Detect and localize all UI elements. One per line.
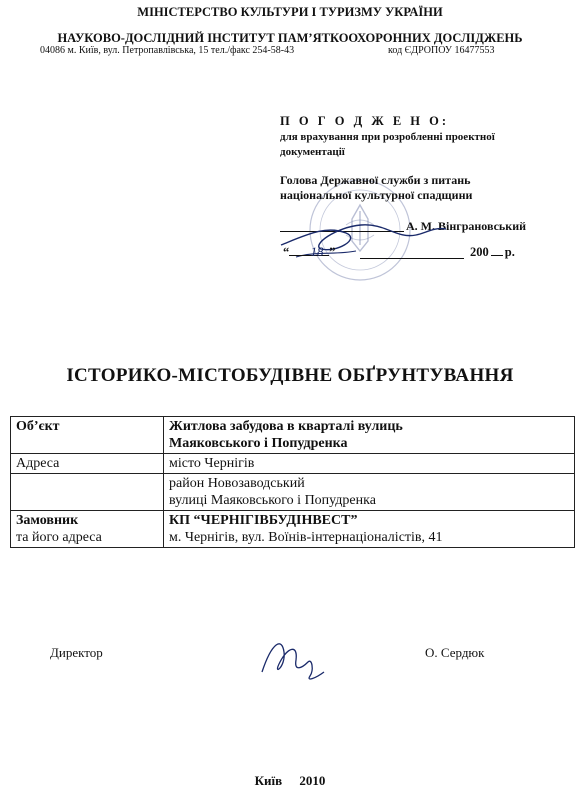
approver-signature bbox=[276, 205, 456, 275]
director-label: Директор bbox=[50, 645, 103, 660]
institute-code: код ЄДРОПОУ 16477553 bbox=[388, 45, 495, 56]
ministry-name: МІНІСТЕРСТВО КУЛЬТУРИ І ТУРИЗМУ УКРАЇНИ bbox=[137, 5, 443, 19]
customer-name: КП “ЧЕРНІГІВБУДІНВЕСТ” bbox=[169, 513, 358, 528]
table-row bbox=[11, 511, 575, 548]
footer-city: Київ bbox=[254, 773, 283, 788]
address-label: Адреса bbox=[11, 454, 164, 474]
empty-cell bbox=[11, 474, 164, 511]
director-name: О. Сердюк bbox=[425, 645, 485, 660]
object-info-table bbox=[10, 416, 575, 548]
approval-heading: П О Г О Д Ж Е Н О: bbox=[280, 114, 450, 128]
object-value bbox=[164, 417, 575, 454]
customer-value bbox=[164, 511, 575, 548]
director-signature bbox=[252, 632, 332, 687]
object-value-line2: Маяковського і Попудренка bbox=[169, 436, 348, 451]
object-value-line1: Житлова забудова в кварталі вулиць bbox=[169, 419, 403, 434]
institute-name: НАУКОВО-ДОСЛІДНИЙ ІНСТИТУТ ПАМ’ЯТКООХОРОННИХ ДОСЛІДЖЕНЬ bbox=[57, 31, 523, 45]
approval-day: 18 bbox=[310, 244, 324, 259]
address-line3: вулиці Маяковського і Попудренка bbox=[169, 493, 376, 508]
quote-open: “ bbox=[283, 245, 290, 259]
customer-label-line2: та його адреса bbox=[16, 530, 102, 545]
approval-note-line2: документації bbox=[280, 146, 345, 158]
city-year bbox=[0, 773, 580, 789]
table-row bbox=[11, 474, 575, 511]
address-line1: місто Чернігів bbox=[164, 454, 575, 474]
approval-block bbox=[280, 114, 580, 203]
institute-address: 04086 м. Київ, вул. Петропавлівська, 15 тел./факс 254-58-43 bbox=[40, 45, 295, 56]
approver-title-line1: Голова Державної служби з питань bbox=[280, 173, 471, 187]
object-label: Об’єкт bbox=[11, 417, 164, 454]
footer-year: 2010 bbox=[299, 773, 326, 788]
table-row bbox=[11, 417, 575, 454]
document-title: ІСТОРИКО-МІСТОБУДІВНЕ ОБҐРУНТУВАННЯ bbox=[66, 365, 514, 386]
customer-label-line1: Замовник bbox=[16, 513, 79, 528]
approval-note-line1: для врахування при розробленні проектної bbox=[280, 131, 495, 143]
approver-name: А. М. Вінграновський bbox=[406, 219, 527, 233]
address-details bbox=[164, 474, 575, 511]
approval-year bbox=[470, 245, 515, 260]
approver-title-line2: національної культурної спадщини bbox=[280, 188, 473, 202]
quote-close: ” bbox=[329, 245, 336, 259]
customer-address: м. Чернігів, вул. Воїнів-інтернаціоналістів, 41 bbox=[169, 530, 443, 545]
address-line2: район Новозаводський bbox=[169, 476, 305, 491]
year-prefix: 200 bbox=[470, 245, 489, 259]
customer-label bbox=[11, 511, 164, 548]
table-row bbox=[11, 454, 575, 474]
month-line bbox=[360, 258, 464, 259]
year-suffix: р. bbox=[504, 245, 515, 259]
